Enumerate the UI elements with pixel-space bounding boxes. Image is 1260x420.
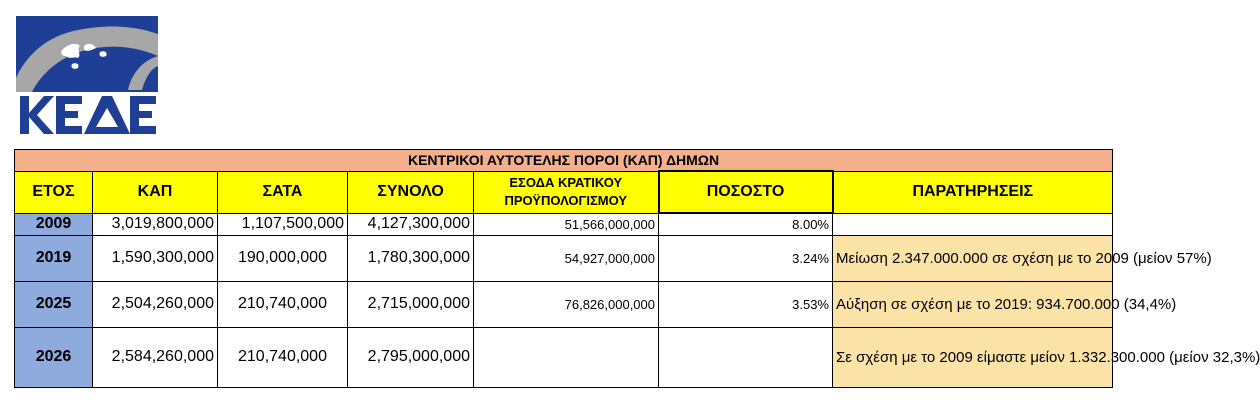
- cell-note: Σε σχέση με το 2009 είμαστε μείον 1.332.300.000 (μείον 32,3%): [833, 327, 1113, 387]
- cell-kap: 1,590,300,000: [93, 235, 218, 281]
- cell-percent: [659, 327, 833, 387]
- table-title: ΚΕΝΤΡΙΚΟΙ ΑΥΤΟΤΕΛΗΣ ΠΟΡΟΙ (ΚΑΠ) ΔΗΜΩΝ: [15, 150, 1113, 172]
- cell-kap: 3,019,800,000: [93, 213, 218, 235]
- header-sata: ΣΑΤΑ: [218, 171, 348, 213]
- cell-state-revenue: 76,826,000,000: [474, 281, 659, 327]
- header-state-revenue-line2: ΠΡΟΫΠΟΛΟΓΙΣΜΟΥ: [504, 193, 628, 208]
- cell-sata: 1,107,500,000: [218, 213, 348, 235]
- cell-note: Αύξηση σε σχέση με το 2019: 934.700.000 (34,4%): [833, 281, 1113, 327]
- cell-percent: 3.53%: [659, 281, 833, 327]
- header-kap: ΚΑΠ: [93, 171, 218, 213]
- cell-kap: 2,504,260,000: [93, 281, 218, 327]
- cell-percent: 3.24%: [659, 235, 833, 281]
- table-row: [15, 327, 1113, 387]
- cell-state-revenue: 51,566,000,000: [474, 213, 659, 235]
- header-notes: ΠΑΡΑΤΗΡΗΣΕΙΣ: [833, 171, 1113, 213]
- cell-sata: 210,740,000: [218, 327, 348, 387]
- cell-year: 2025: [15, 281, 93, 327]
- cell-note: Μείωση 2.347.000.000 σε σχέση με το 2009 (μείον 57%): [833, 235, 1113, 281]
- kap-table: [14, 149, 1260, 388]
- cell-total: 2,795,000,000: [348, 327, 474, 387]
- cell-state-revenue: 54,927,000,000: [474, 235, 659, 281]
- cell-sata: 210,740,000: [218, 281, 348, 327]
- table-row: [15, 281, 1113, 327]
- cell-sata: 190,000,000: [218, 235, 348, 281]
- cell-year: 2009: [15, 213, 93, 235]
- cell-total: 2,715,000,000: [348, 281, 474, 327]
- header-total: ΣΥΝΟΛΟ: [348, 171, 474, 213]
- header-year: ΕΤΟΣ: [15, 171, 93, 213]
- cell-total: 1,780,300,000: [348, 235, 474, 281]
- header-state-revenue: [474, 171, 659, 213]
- header-state-revenue-line1: ΕΣΟΔΑ ΚΡΑΤΙΚΟΥ: [509, 175, 623, 190]
- header-percent: ΠΟΣΟΣΤΟ: [659, 171, 833, 213]
- cell-total: 4,127,300,000: [348, 213, 474, 235]
- cell-kap: 2,584,260,000: [93, 327, 218, 387]
- cell-year: 2019: [15, 235, 93, 281]
- cell-state-revenue: [474, 327, 659, 387]
- table-row: [15, 235, 1113, 281]
- cell-note: [833, 213, 1113, 235]
- kede-logo-emblem: [16, 16, 158, 138]
- table-row: [15, 213, 1113, 235]
- cell-year: 2026: [15, 327, 93, 387]
- table-title-row: [15, 150, 1113, 172]
- kede-logo: [16, 16, 158, 138]
- cell-percent: 8.00%: [659, 213, 833, 235]
- table-header-row: [15, 171, 1113, 213]
